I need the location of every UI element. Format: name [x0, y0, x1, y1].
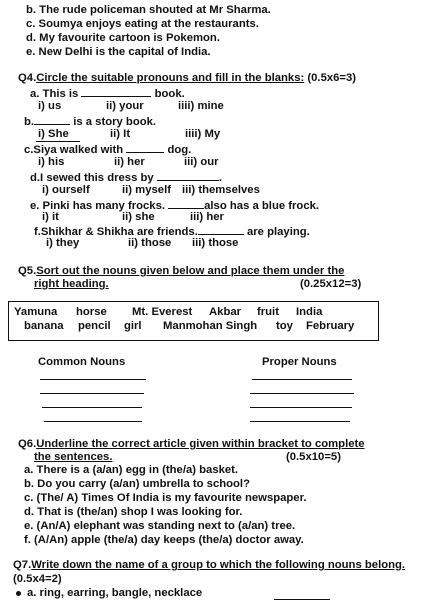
q4-number: Q4.: [18, 72, 37, 84]
q4-e-text: e. Pinki has many frocks.: [30, 200, 165, 212]
q6-item-b: b. Do you carry (a/an) umbrella to school?: [24, 478, 250, 490]
q6-heading: [18, 438, 365, 451]
q4-e-blank: [168, 198, 204, 209]
q4-c-option-3: iii) our: [184, 156, 219, 168]
bullet-icon: [16, 591, 21, 596]
q6-item-e: e. (An/A) elephant was standing next to (a/an) tree.: [24, 520, 296, 532]
q4-f-text: f.Shikhar & Shikha are friends.: [34, 226, 198, 238]
q4-item-d: [30, 170, 222, 185]
word-india: India: [296, 306, 323, 318]
q3-item-c: c. Soumya enjoys eating at the restaurants.: [26, 18, 259, 30]
proper-nouns-blank-2: [250, 393, 354, 394]
q4-title: Circle the suitable pronouns and fill in the blanks:: [36, 72, 305, 84]
q4-e-option-2: ii) she: [122, 211, 155, 223]
q4-b-option-3: iiii) My: [185, 128, 221, 140]
proper-nouns-blank-1: [252, 379, 352, 380]
q4-d-option-1: i) ourself: [42, 184, 90, 196]
q4-c-option-1: i) his: [38, 156, 65, 168]
q7-item-a-text: a. ring, earring, bangle, necklace: [27, 587, 203, 599]
q4-a-option-1: i) us: [38, 100, 62, 112]
q4-item-c: [24, 142, 191, 157]
q5-heading: [18, 265, 344, 278]
q3-item-e: e. New Delhi is the capital of India.: [26, 46, 211, 58]
q4-b-text: b.: [24, 116, 35, 128]
q4-c-text-end: dog.: [167, 144, 192, 156]
q4-c-text: c.Siya walked with: [24, 144, 124, 156]
q4-a-text: a. This is: [30, 88, 79, 100]
common-nouns-blank-1: [40, 379, 146, 380]
word-banana: banana: [24, 320, 64, 332]
common-nouns-heading: Common Nouns: [38, 356, 126, 368]
q4-e-option-1: i) it: [42, 211, 59, 223]
q4-item-b: [24, 114, 156, 129]
q6-item-a: a. There is a (a/an) egg in (the/a) basket.: [24, 464, 239, 476]
word-february: February: [306, 320, 355, 332]
word-akbar: Akbar: [209, 306, 242, 318]
q4-f-text-end: are playing.: [247, 226, 310, 238]
q7-number: Q7.: [13, 559, 32, 571]
proper-nouns-blank-3: [250, 407, 352, 408]
q4-a-option-2: ii) your: [106, 100, 144, 112]
q4-a-blank: [81, 86, 151, 97]
q4-e-option-3: iii) her: [190, 211, 224, 223]
common-nouns-blank-4: [44, 421, 142, 422]
word-fruit: fruit: [257, 306, 279, 318]
q5-title-line2: right heading.: [34, 278, 109, 290]
q4-f-option-1: i) they: [46, 237, 80, 249]
q7-marks: (0.5x4=2): [13, 573, 62, 585]
word-manmohan-singh: Manmohan Singh: [163, 320, 258, 332]
q4-a-text-end: book.: [154, 88, 185, 100]
word-girl: girl: [124, 320, 142, 332]
q6-number: Q6.: [18, 438, 37, 450]
q4-b-blank: [34, 114, 70, 125]
q4-c-option-2: ii) her: [114, 156, 145, 168]
q4-c-blank: [126, 142, 164, 153]
q4-d-option-3: iii) themselves: [182, 184, 260, 196]
q4-d-text: d.I sewed this dress by: [30, 172, 154, 184]
q7-item-a: [16, 587, 202, 600]
q4-item-a: [30, 86, 185, 101]
word-horse: horse: [76, 306, 107, 318]
proper-nouns-blank-4: [250, 421, 350, 422]
q4-item-e: [30, 198, 319, 213]
q6-title: Underline the correct article given within bracket to complete: [36, 438, 365, 450]
common-nouns-blank-3: [42, 407, 142, 408]
q4-marks: (0.5x6=3): [307, 72, 357, 84]
q4-d-text-end: .: [218, 172, 222, 184]
q7-title: Write down the name of a group to which the following nouns belong.: [31, 559, 406, 571]
q4-d-blank: [157, 170, 219, 181]
q4-heading: [18, 72, 356, 85]
q4-a-option-3: iiii) mine: [178, 100, 224, 112]
q5-title: Sort out the nouns given below and place them under the: [36, 265, 345, 277]
q5-number: Q5.: [18, 265, 37, 277]
q4-f-option-2: ii) those: [128, 237, 172, 249]
q4-b-option-2: ii) It: [110, 128, 131, 140]
q4-b-text-end: is a story book.: [73, 116, 157, 128]
word-yamuna: Yamuna: [14, 306, 58, 318]
q4-b-option-1: i) She: [38, 128, 69, 140]
q5-marks: (0.25x12=3): [300, 278, 362, 290]
q6-item-d: d. That is (the/an) shop I was looking for.: [24, 506, 243, 518]
common-nouns-blank-2: [40, 393, 144, 394]
word-toy: toy: [276, 320, 293, 332]
q7-heading: [13, 559, 405, 572]
word-pencil: pencil: [78, 320, 111, 332]
q3-item-d: d. My favourite cartoon is Pokemon.: [26, 32, 220, 44]
q4-f-option-3: iii) those: [192, 237, 239, 249]
q4-d-option-2: ii) myself: [122, 184, 171, 196]
q7-item-a-blank: [274, 599, 330, 600]
proper-nouns-heading: Proper Nouns: [262, 356, 337, 368]
q6-item-f: f. (A/An) apple (the/a) day keeps (the/a) doctor away.: [24, 534, 304, 546]
q6-item-c: c. (The/ A) Times Of India is my favourite newspaper.: [24, 492, 307, 504]
q3-item-b: b. The rude policeman shouted at Mr Sharma.: [26, 4, 271, 16]
q4-e-text-end: also has a blue frock.: [204, 200, 320, 212]
q4-f-blank: [198, 224, 244, 235]
word-mt-everest: Mt. Everest: [132, 306, 193, 318]
q6-marks: (0.5x10=5): [286, 451, 341, 463]
q6-title-line2: the sentences.: [34, 451, 113, 463]
